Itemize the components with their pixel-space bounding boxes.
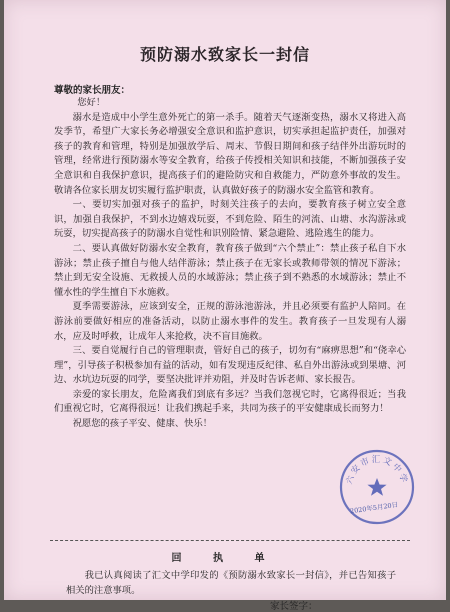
seal-text: 六安市汇文中学 — [344, 455, 410, 486]
letter-paragraph-intro: 溺水是造成中小学生意外死亡的第一杀手。随着天气逐渐变热，溺水又将进入高发季节，希望广大家长务必增强安全意识和监护意识，切实承担起监护责任，加强对孩子的教育和管理，特别是加强放学后、周末、节假日期间和孩子结伴外出游玩时的管理，经常进行预防溺水等安全教育，给孩子传授相关知识和技能，不断加强孩子安全意识和自我保护意识，提高孩子们的避险防灾和自救能力，严防意外事故的发生。敬请各位家长朋友切实履行监护职责，认真做好孩子的防溺水安全监管和教育。 — [54, 111, 406, 196]
receipt-body: 我已认真阅读了汇文中学印发的《预防溺水致家长一封信》，并已告知孩子相关的注意事项。 — [66, 570, 396, 596]
salutation: 尊敬的家长朋友： — [54, 85, 131, 96]
receipt-title: 回 执 单 — [171, 553, 279, 564]
stamp-date: 2020年5月20日 — [349, 500, 399, 516]
letter-paragraph-greeting: 您好！ — [77, 97, 106, 108]
letter-paragraph-wish: 祝愿您的孩子平安、健康、快乐！ — [72, 418, 213, 430]
seal-star-icon — [367, 478, 386, 496]
letter-paragraph-point-2: 二、要认真做好防溺水安全教育，教育孩子做到“六个禁止”：禁止孩子私自下水游泳；禁止孩子擅自与他人结伴游泳；禁止孩子在无家长或教师带领的情况下游泳；禁止到无安全设施、无救援人员的水域游泳；禁止孩子到不熟悉的水域游泳；禁止不懂水性的学生擅自下水施救。 — [54, 242, 406, 298]
letter-paragraph-point-1: 一、要切实加强对孩子的监护，时刻关注孩子的去向，要教育孩子树立安全意识，加强自我保护，不到水边嬉戏玩耍，不到危险、陌生的河流、山塘、水沟游泳或玩耍，切实提高孩子的防溺水自觉性和识别险情、紧急避险、逃险逃生的能力。 — [54, 199, 406, 240]
signature-label: 家长签字： — [270, 601, 318, 612]
letter-paragraph-closing: 亲爱的家长朋友，危险离我们到底有多远？当我们忽视它时，它离得很近；当我们重视它时，它离得很远！让我们携起手来，共同为孩子的平安健康成长而努力！ — [54, 388, 406, 415]
cut-line-divider — [50, 540, 410, 541]
letter-body — [54, 96, 406, 432]
letter-paragraph-swimming: 夏季需要游泳，应该到安全，正规的游泳池游泳，并且必须要有监护人陪同。在游泳前要做好相应的准备活动，以防止溺水事件的发生。教育孩子一旦发现有人溺水，应及时呼救，让成年人来抢救，决不盲目施救。 — [54, 301, 406, 342]
signature-line — [270, 598, 318, 612]
letter-paragraph-point-3: 三、要自觉履行自己的管理职责，管好自己的孩子，切勿有“麻痹思想”和“侥幸心理”，引导孩子积极参加有益的活动，如有发现违反纪律、私自外出游泳或到果塘、河边、水坑边玩耍的同学，要坚决批评并劝阻，并及时告诉老师、家长报告。 — [54, 345, 406, 386]
letter-sheet — [4, 0, 446, 612]
letter-title: 预防溺水致家长一封信 — [139, 45, 310, 64]
